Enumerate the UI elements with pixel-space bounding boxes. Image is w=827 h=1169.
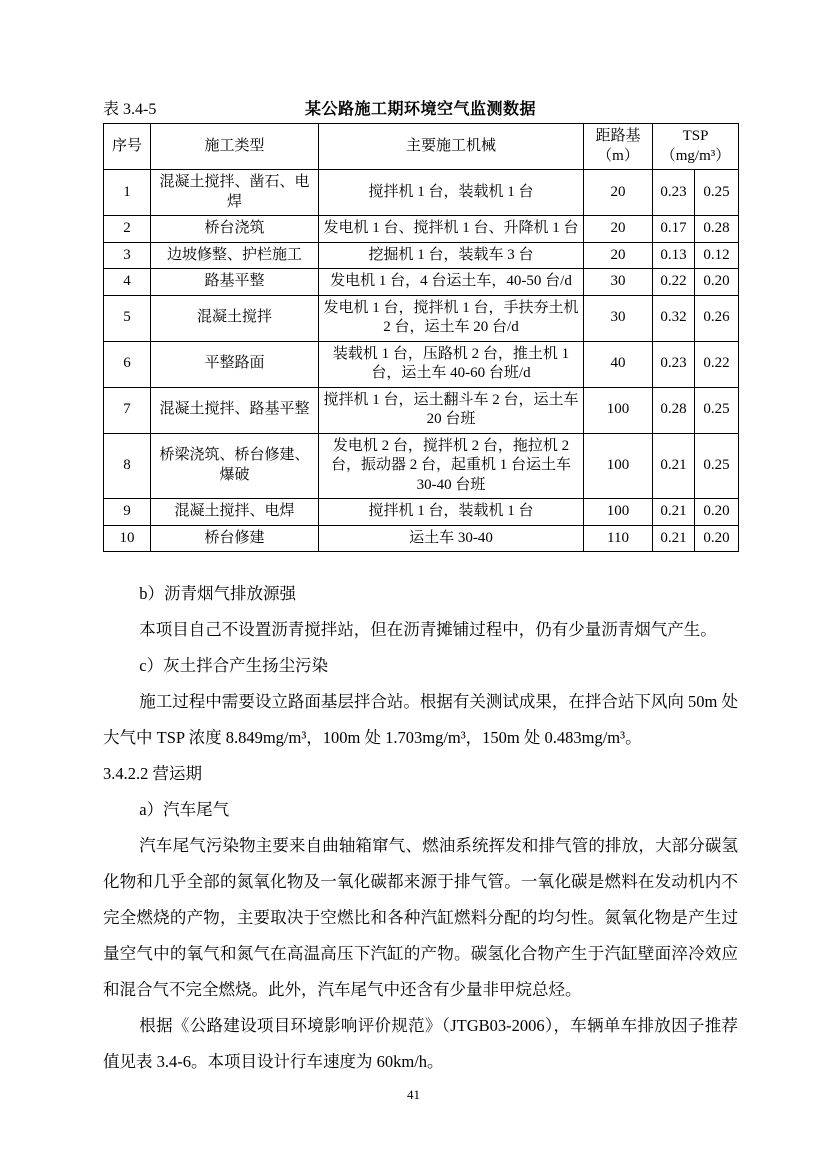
page-content — [103, 96, 738, 1080]
cell-type: 混凝土搅拌、路基平整 — [151, 387, 319, 433]
air-monitoring-table — [103, 123, 739, 552]
cell-distance: 20 — [584, 216, 653, 243]
cell-distance: 30 — [584, 269, 653, 296]
cell-no: 6 — [104, 341, 151, 387]
cell-tsp-1: 0.21 — [653, 433, 695, 499]
cell-tsp-2: 0.28 — [695, 216, 739, 243]
cell-tsp-1: 0.28 — [653, 387, 695, 433]
table-row — [104, 170, 739, 216]
para-asphalt-fume: 本项目自己不设置沥青搅拌站，但在沥青摊铺过程中，仍有少量沥青烟气产生。 — [139, 620, 717, 639]
cell-distance: 20 — [584, 242, 653, 269]
cell-tsp-1: 0.13 — [653, 242, 695, 269]
cell-tsp-2: 0.12 — [695, 242, 739, 269]
item-c-heading: c）灰土拌合产生扬尘污染 — [139, 656, 329, 675]
cell-type: 桥台浇筑 — [151, 216, 319, 243]
cell-no: 8 — [104, 433, 151, 499]
cell-type: 边坡修整、护栏施工 — [151, 242, 319, 269]
cell-distance: 110 — [584, 525, 653, 552]
cell-tsp-2: 0.25 — [695, 387, 739, 433]
table-row — [104, 341, 739, 387]
cell-type: 桥梁浇筑、桥台修建、爆破 — [151, 433, 319, 499]
cell-machinery: 发电机 1 台、搅拌机 1 台、升降机 1 台 — [319, 216, 584, 243]
cell-no: 4 — [104, 269, 151, 296]
cell-distance: 40 — [584, 341, 653, 387]
cell-no: 10 — [104, 525, 151, 552]
cell-tsp-1: 0.21 — [653, 499, 695, 526]
table-row — [104, 525, 739, 552]
cell-distance: 20 — [584, 170, 653, 216]
cell-tsp-2: 0.26 — [695, 295, 739, 341]
cell-tsp-2: 0.20 — [695, 525, 739, 552]
cell-no: 1 — [104, 170, 151, 216]
cell-type: 路基平整 — [151, 269, 319, 296]
cell-no: 3 — [104, 242, 151, 269]
cell-machinery: 搅拌机 1 台，装载机 1 台 — [319, 170, 584, 216]
col-header-type: 施工类型 — [151, 124, 319, 170]
col-header-tsp-line1: TSP — [682, 128, 709, 144]
cell-machinery: 发电机 1 台，4 台运土车，40-50 台/d — [319, 269, 584, 296]
para-reference-standard: 根据《公路建设项目环境影响评价规范》（JTGB03-2006），车辆单车排放因子推荐值见表 3.4-6。本项目设计行车速度为 60km/h。 — [103, 1016, 738, 1071]
table-row — [104, 387, 739, 433]
cell-tsp-2: 0.20 — [695, 499, 739, 526]
cell-no: 2 — [104, 216, 151, 243]
cell-no: 5 — [104, 295, 151, 341]
table-row — [104, 269, 739, 296]
cell-machinery: 装载机 1 台，压路机 2 台，推土机 1 台，运土车 40-60 台班/d — [319, 341, 584, 387]
table-caption-title: 某公路施工期环境空气监测数据 — [304, 101, 536, 118]
item-a-heading: a）汽车尾气 — [139, 800, 230, 819]
col-header-no: 序号 — [104, 124, 151, 170]
cell-type: 混凝土搅拌、凿石、电焊 — [151, 170, 319, 216]
cell-distance: 100 — [584, 387, 653, 433]
cell-distance: 100 — [584, 433, 653, 499]
cell-tsp-1: 0.17 — [653, 216, 695, 243]
table-row — [104, 433, 739, 499]
col-header-tsp-line2: （mg/m³） — [660, 147, 731, 164]
cell-type: 平整路面 — [151, 341, 319, 387]
section-heading-operation-period: 3.4.2.2 营运期 — [103, 764, 202, 783]
cell-tsp-1: 0.22 — [653, 269, 695, 296]
para-dust-pollution: 施工过程中需要设立路面基层拌合站。根据有关测试成果，在拌合站下风向 50m 处大气中 TSP 浓度 8.849mg/m³，100m 处 1.703mg/m³，150m 处 0.483mg/m³。 — [103, 692, 738, 747]
cell-type: 混凝土搅拌 — [151, 295, 319, 341]
col-header-machinery: 主要施工机械 — [319, 124, 584, 170]
col-header-distance — [584, 124, 653, 170]
cell-machinery: 挖掘机 1 台，装载车 3 台 — [319, 242, 584, 269]
cell-tsp-2: 0.20 — [695, 269, 739, 296]
cell-no: 9 — [104, 499, 151, 526]
table-row — [104, 216, 739, 243]
table-row — [104, 242, 739, 269]
table-row — [104, 295, 739, 341]
page-number: 41 — [407, 1087, 420, 1102]
cell-machinery: 搅拌机 1 台，运土翻斗车 2 台，运土车 20 台班 — [319, 387, 584, 433]
item-b-heading: b）沥青烟气排放源强 — [139, 584, 297, 603]
cell-machinery: 运土车 30-40 — [319, 525, 584, 552]
cell-machinery: 发电机 2 台，搅拌机 2 台，拖拉机 2 台，振动器 2 台，起重机 1 台运土车 30-40 台班 — [319, 433, 584, 499]
para-vehicle-exhaust: 汽车尾气污染物主要来自曲轴箱窜气、燃油系统挥发和排气管的排放，大部分碳氢化物和几乎全部的氮氧化物及一氧化碳都来源于排气管。一氧化碳是燃料在发动机内不完全燃烧的产物，主要取决于空燃比和各种汽缸燃料分配的均匀性。氮氧化物是产生过量空气中的氧气和氮气在高温高压下汽缸的产物。碳氢化合物产生于汽缸壁面淬冷效应和混合气不完全燃烧。此外，汽车尾气中还含有少量非甲烷总烃。 — [103, 836, 738, 999]
cell-machinery: 发电机 1 台，搅拌机 1 台，手扶夯土机 2 台，运土车 20 台/d — [319, 295, 584, 341]
col-header-distance-line2: （m） — [597, 147, 639, 164]
cell-tsp-1: 0.32 — [653, 295, 695, 341]
cell-tsp-2: 0.25 — [695, 170, 739, 216]
table-caption — [103, 96, 738, 120]
cell-type: 桥台修建 — [151, 525, 319, 552]
table-header-row — [104, 124, 739, 170]
cell-tsp-2: 0.22 — [695, 341, 739, 387]
cell-machinery: 搅拌机 1 台，装载机 1 台 — [319, 499, 584, 526]
cell-tsp-1: 0.23 — [653, 341, 695, 387]
cell-distance: 100 — [584, 499, 653, 526]
cell-tsp-1: 0.23 — [653, 170, 695, 216]
cell-tsp-1: 0.21 — [653, 525, 695, 552]
table-caption-label: 表 3.4-5 — [103, 101, 157, 118]
cell-type: 混凝土搅拌、电焊 — [151, 499, 319, 526]
col-header-distance-line1: 距路基 — [595, 128, 641, 144]
cell-no: 7 — [104, 387, 151, 433]
col-header-tsp — [653, 124, 739, 170]
table-row — [104, 499, 739, 526]
cell-distance: 30 — [584, 295, 653, 341]
cell-tsp-2: 0.25 — [695, 433, 739, 499]
body-text — [103, 576, 738, 1080]
